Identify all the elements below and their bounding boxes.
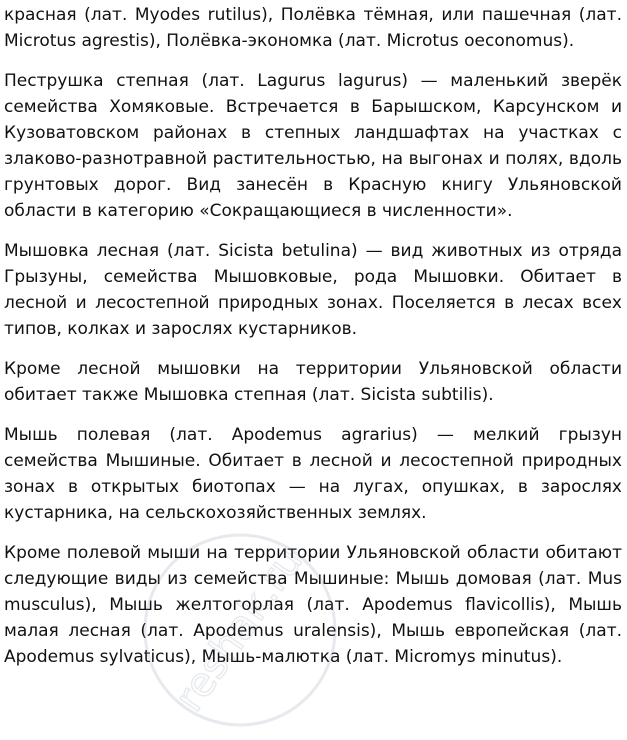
paragraph-northern-birch-mouse: Мышовка лесная (лат. Sicista betulina) — вид животных из отряда Грызуны, семейства Мышовковые, рода Мышовки. Обитает в лесной и лесостепной природных зонах. Поселяется в лесах всех типов, колках и зарослях кустарников.: [4, 241, 622, 339]
paragraph-striped-field-mouse: Мышь полевая (лат. Apodemus agrarius) — мелкий грызун семейства Мышиные. Обитает в лесной и лесостепной природных зонах в открытых биотопах — на лугах, опушках, в зарослях кустарника, на сельскохозяйственных землях.: [4, 425, 622, 523]
document-body: [4, 2, 622, 684]
paragraph-other-mice: Кроме полевой мыши на территории Ульяновской области обитают следующие виды из семейства Мышиные: Мышь домовая (лат. Mus musculus), Мышь желтогорлая (лат. Apodemus flavicollis), Мышь малая лесная (лат. Apodemus uralensis), Мышь европейская (лат. Apodemus sylvaticus), Мышь-малютка (лат. Micromys minutus).: [4, 543, 622, 667]
paragraph-steppe-lemming: Пеструшка степная (лат. Lagurus lagurus) — маленький зверёк семейства Хомяковые. Встречается в Барышском, Карсунском и Кузоватовском районах в степных ландшафтах на участках с злаково-разнотравной растительностью, на выгонах и полях, вдоль грунтовых дорог. Вид занесён в Красную книгу Ульяновской области в категорию «Сокращающиеся в численности».: [4, 71, 622, 221]
paragraph-voles-continued: красная (лат. Myodes rutilus), Полёвка тёмная, или пашечная (лат. Microtus agrestis), Полёвка-экономка (лат. Microtus oeconomus).: [4, 5, 622, 51]
watermark-text: reshak.ru: [166, 539, 313, 720]
paragraph-southern-birch-mouse: Кроме лесной мышовки на территории Ульяновской области обитает также Мышовка степная (лат. Sicista subtilis).: [4, 359, 622, 405]
